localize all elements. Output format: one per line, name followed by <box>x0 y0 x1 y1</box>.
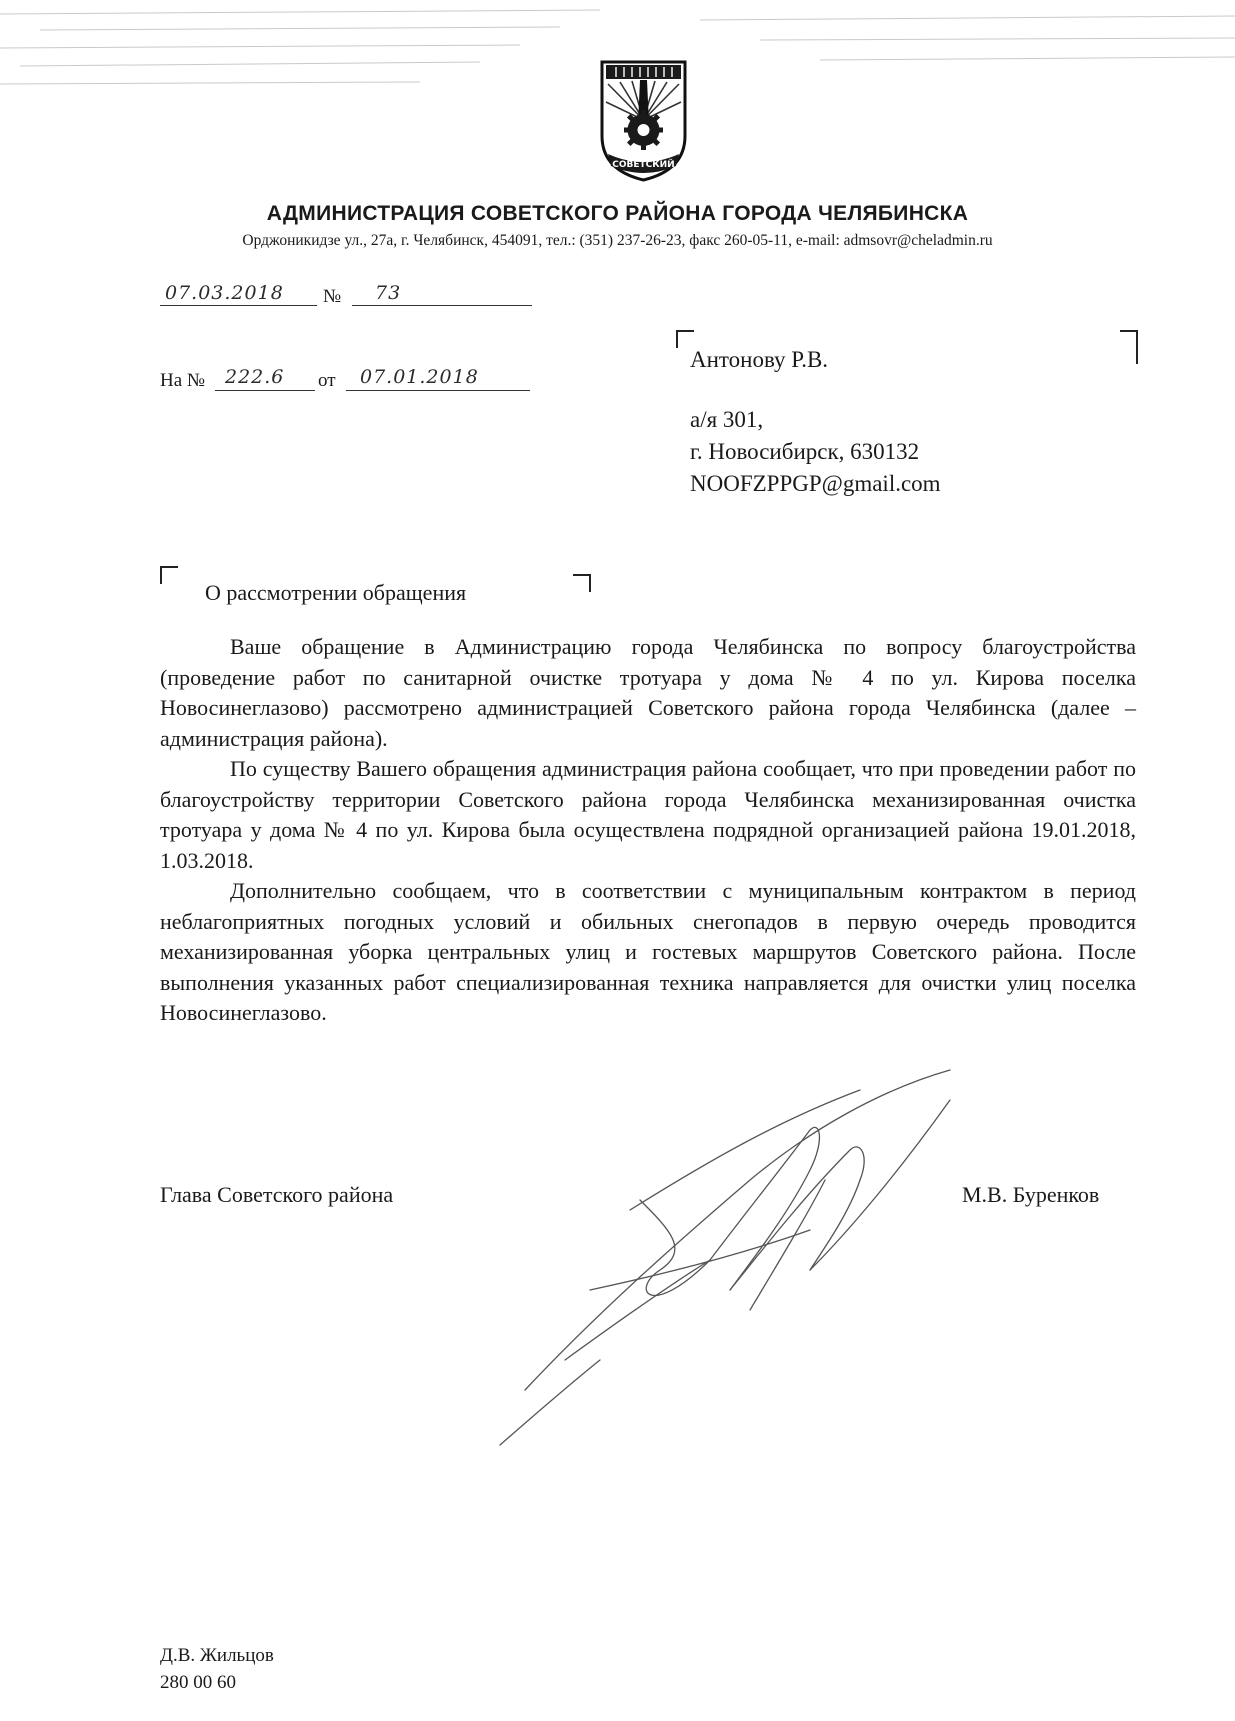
emblem-lettering: СОВЕТСКИЙ <box>612 160 675 170</box>
reply-number-holder <box>225 366 284 389</box>
number-label: № <box>323 286 342 307</box>
recipient-corner-right <box>1120 330 1138 364</box>
subject-corner-right <box>573 574 591 592</box>
outgoing-number-line <box>352 305 532 306</box>
organization-name: АДМИНИСТРАЦИЯ СОВЕТСКОГО РАЙОНА ГОРОДА ЧЕЛЯБИНСКА <box>266 202 969 225</box>
reply-number-line <box>215 390 315 391</box>
recipient-po-box: а/я 301, <box>690 407 764 432</box>
outgoing-date: 07.03.2018 <box>165 282 284 304</box>
recipient-city: г. Новосибирск, 630132 <box>690 439 920 464</box>
body-paragraph-1: Ваше обращение в Администрацию города Челябинска по вопросу благоустройства (проведение работ по санитарной очистке тротуара у дома № 4 по ул. Кирова поселка Новосинеглазово) рассмотрено администрацией Советского района города Челябинска (далее – администрация района). <box>160 634 1136 751</box>
letter-body <box>160 632 1136 1029</box>
executor-phone: 280 00 60 <box>160 1672 236 1693</box>
reply-date-holder <box>360 366 479 389</box>
signatory-name: М.В. Буренков <box>962 1182 1100 1207</box>
organization-address: Орджоникидзе ул., 27а, г. Челябинск, 454091, тел.: (351) 237-26-23, факс 260-05-11, e-mail: admsovr@cheladmin.ru <box>242 232 993 249</box>
recipient-email: NOOFZPPGP@gmail.com <box>690 471 941 496</box>
district-emblem <box>596 58 691 184</box>
outgoing-number-holder <box>375 282 401 305</box>
reply-label: На № <box>160 370 206 391</box>
handwritten-signature <box>480 1060 1080 1450</box>
executor-info <box>160 1642 274 1696</box>
outgoing-registration <box>165 282 284 305</box>
reply-date-line <box>346 390 530 391</box>
signatory-title: Глава Советского района <box>160 1182 394 1207</box>
executor-name: Д.В. Жильцов <box>160 1645 274 1666</box>
body-paragraph-2: По существу Вашего обращения администрация района сообщает, что при проведении работ по благоустройству территории Советского района города Челябинска механизированная очистка тротуара у дома № 4 по ул. Кирова была осуществлена подрядной организацией района 19.01.2018, 1.03.2018. <box>160 756 1136 873</box>
letter-subject: О рассмотрении обращения <box>205 580 467 605</box>
recipient-name: Антонову Р.В. <box>690 347 829 372</box>
reply-date: 07.01.2018 <box>360 366 479 388</box>
outgoing-date-line <box>160 305 317 306</box>
body-paragraph-3: Дополнительно сообщаем, что в соответствии с муниципальным контрактом в период неблагоприятных погодных условий и обильных снегопадов в первую очередь проводится механизированная уборка центральных улиц и гостевых маршрутов Советского района. После выполнения указанных работ специализированная техника направляется для очистки улиц поселка Новосинеглазово. <box>160 878 1136 1025</box>
subject-corner-left <box>160 566 178 584</box>
outgoing-number: 73 <box>375 282 402 304</box>
reply-number: 222.6 <box>225 366 285 388</box>
from-label: от <box>318 370 336 391</box>
